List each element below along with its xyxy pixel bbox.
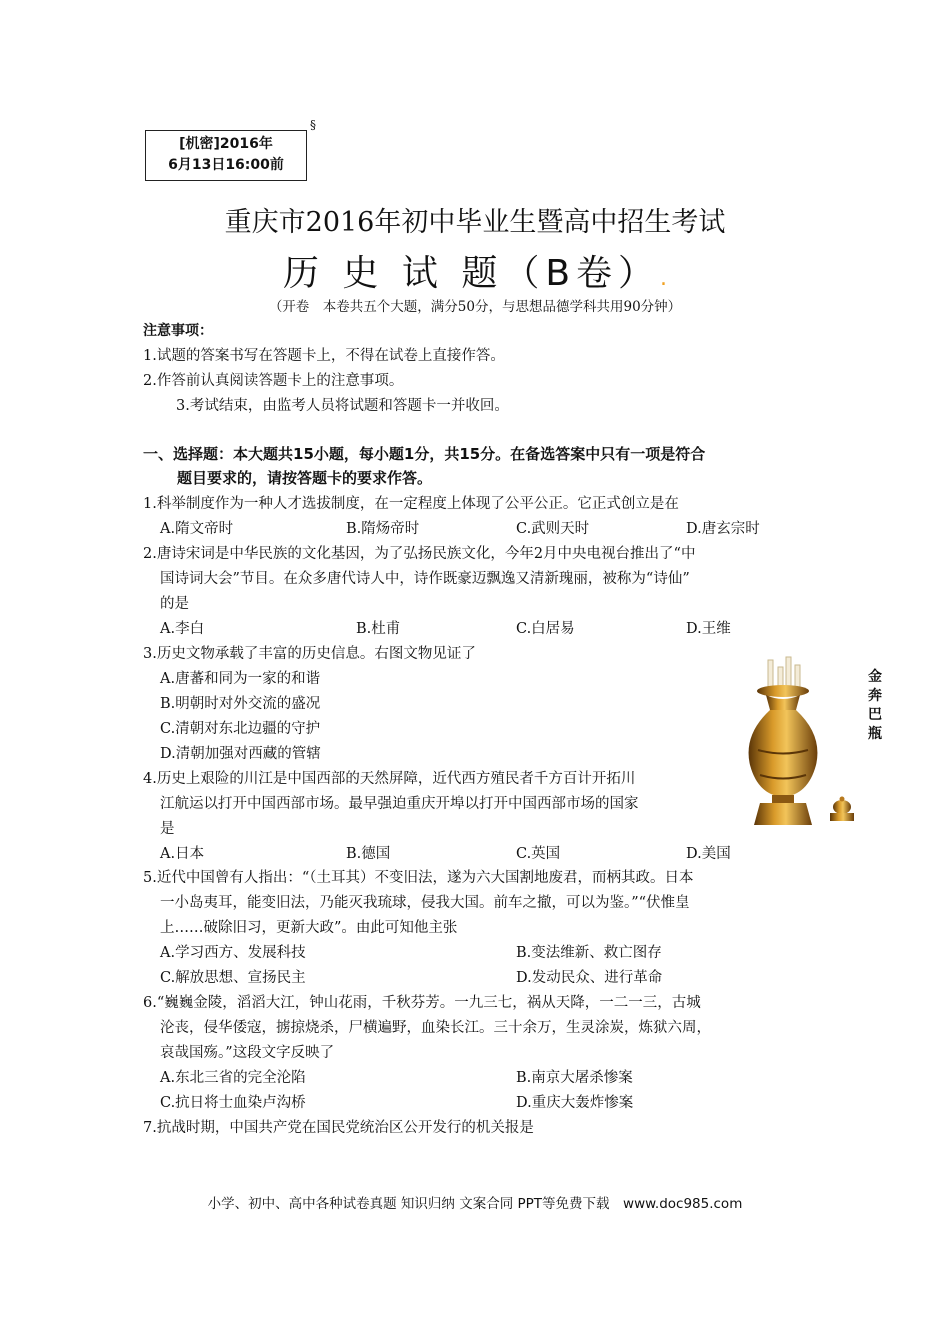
q6-option-d: D.重庆大轰炸惨案 <box>516 1095 634 1111</box>
confidential-line-2: 6月13日16:00前 <box>168 157 284 173</box>
q2-option-c: C.白居易 <box>516 621 575 637</box>
q2-option-a: A.李白 <box>160 621 205 637</box>
q6-option-a: A.东北三省的完全沦陷 <box>160 1070 306 1086</box>
q2-option-b: B.杜甫 <box>356 621 401 637</box>
q4-stem-line-3: 是 <box>160 821 175 837</box>
q5-option-a: A.学习西方、发展科技 <box>160 945 306 961</box>
q5-option-b: B.变法维新、救亡图存 <box>516 945 662 961</box>
section-1-heading-line-2: 题目要求的，请按答题卡的要求作答。 <box>177 469 433 487</box>
q4-option-a: A.日本 <box>160 846 205 862</box>
q6-stem-line-3: 哀哉国殇。”这段文字反映了 <box>160 1045 335 1061</box>
confidential-box <box>145 130 307 181</box>
q3-option-b: B.明朝时对外交流的盛况 <box>160 696 321 712</box>
subject-title-text: 历 史 试 题（B卷） <box>282 253 661 294</box>
q7-stem: 7.抗战时期，中国共产党在国民党统治区公开发行的机关报是 <box>143 1120 534 1136</box>
q1-stem: 1.科举制度作为一种人才选拔制度，在一定程度上体现了公平公正。它正式创立是在 <box>143 496 679 512</box>
q3-option-d: D.清朝加强对西藏的管辖 <box>160 746 321 762</box>
q6-option-c: C.抗日将士血染卢沟桥 <box>160 1095 306 1111</box>
q5-stem-line-3: 上……破除旧习，更新大政”。由此可知他主张 <box>160 920 458 936</box>
q6-stem-line-1: 6.“巍巍金陵，滔滔大江，钟山花雨，千秋芬芳。一九三七，祸从天降，一二一三，古城 <box>143 995 701 1011</box>
note-item-1: 1.试题的答案书写在答题卡上，不得在试卷上直接作答。 <box>143 348 505 364</box>
section-mark: § <box>310 118 316 132</box>
q1-option-d: D.唐玄宗时 <box>686 521 760 537</box>
exam-subtitle: （开卷 本卷共五个大题，满分50分，与思想品德学科共用90分钟） <box>268 299 682 315</box>
figure-label: 金奔巴瓶 <box>868 669 882 742</box>
golden-urn-image <box>738 655 863 830</box>
page-footer: 小学、初中、高中各种试卷真题 知识归纳 文案合同 PPT等免费下载 www.doc985.com <box>207 1196 743 1212</box>
q3-stem: 3.历史文物承载了丰富的历史信息。右图文物见证了 <box>143 646 476 662</box>
q1-option-a: A.隋文帝时 <box>160 521 234 537</box>
title-dot: . <box>660 266 668 291</box>
q2-option-d: D.王维 <box>686 621 731 637</box>
q4-option-c: C.英国 <box>516 846 561 862</box>
q2-stem-line-3: 的是 <box>160 596 189 612</box>
q2-stem-line-2: 国诗词大会”节目。在众多唐代诗人中，诗作既豪迈飘逸又清新瑰丽，被称为“诗仙” <box>160 571 690 587</box>
q4-option-d: D.美国 <box>686 846 731 862</box>
confidential-line-1: [机密]2016年 <box>179 136 273 152</box>
q5-stem-line-1: 5.近代中国曾有人指出：“（土耳其）不变旧法，遂为六大国割地废君，而柄其政。日本 <box>143 870 694 886</box>
q4-stem-line-1: 4.历史上艰险的川江是中国西部的天然屏障，近代西方殖民者千方百计开拓川 <box>143 771 636 787</box>
q4-stem-line-2: 江航运以打开中国西部市场。最早强迫重庆开埠以打开中国西部市场的国家 <box>160 796 639 812</box>
q6-option-b: B.南京大屠杀惨案 <box>516 1070 633 1086</box>
q4-option-b: B.德国 <box>346 846 391 862</box>
note-item-2: 2.作答前认真阅读答题卡上的注意事项。 <box>143 373 404 389</box>
section-1-heading-line-1: 一、选择题：本大题共15小题，每小题1分，共15分。在备选答案中只有一项是符合 <box>143 445 706 463</box>
exam-title: 重庆市2016年初中毕业生暨高中招生考试 <box>224 207 726 238</box>
q5-stem-line-2: 一小岛夷耳，能变旧法，乃能灭我琉球，侵我大国。前车之撤，可以为鉴。”“伏惟皇 <box>160 895 690 911</box>
subject-title <box>0 245 950 296</box>
q3-option-a: A.唐蕃和同为一家的和谐 <box>160 671 321 687</box>
q2-stem-line-1: 2.唐诗宋词是中华民族的文化基因，为了弘扬民族文化，今年2月中央电视台推出了“中 <box>143 546 696 562</box>
note-item-3: 3.考试结束，由监考人员将试题和答题卡一并收回。 <box>176 398 509 414</box>
q1-option-b: B.隋炀帝时 <box>346 521 420 537</box>
q6-stem-line-2: 沦丧，侵华倭寇，掳掠烧杀，尸横遍野，血染长江。三十余万，生灵涂炭，炼狱六周， <box>160 1020 711 1036</box>
q5-option-d: D.发动民众、进行革命 <box>516 970 663 986</box>
notes-heading: 注意事项： <box>143 323 213 339</box>
q5-option-c: C.解放思想、宣扬民主 <box>160 970 306 986</box>
q1-option-c: C.武则天时 <box>516 521 590 537</box>
q3-option-c: C.清朝对东北边疆的守护 <box>160 721 321 737</box>
